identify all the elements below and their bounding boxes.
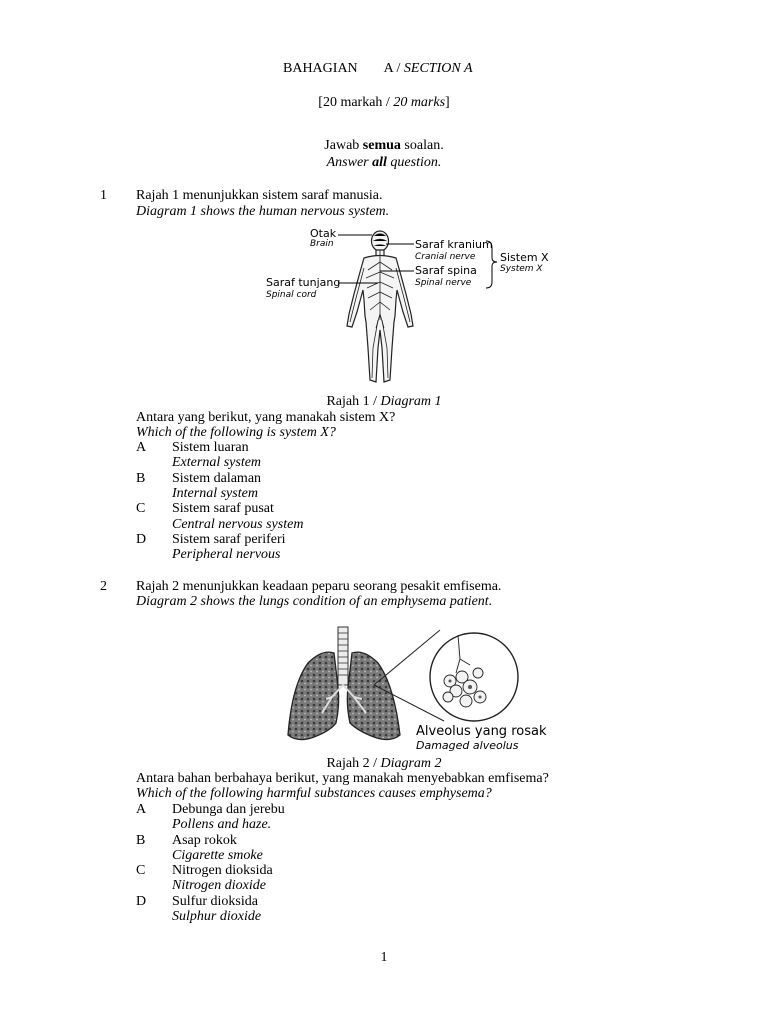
label-sistem-x: Sistem X	[500, 251, 549, 264]
diagram1-leaders	[0, 0, 768, 400]
label-saraf-tunjang: Saraf tunjang	[266, 276, 341, 289]
caption-diagram-1	[0, 394, 768, 410]
q2-option-d-en: Sulphur dioxide	[172, 909, 262, 924]
q2-stem-ms: Rajah 2 menunjukkan keadaan peparu seorang pesakit emfisema.	[136, 579, 502, 594]
marks-en: 20 marks	[393, 95, 446, 110]
q2-option-c-en: Nitrogen dioxide	[172, 878, 266, 893]
question-number-2: 2	[100, 579, 107, 594]
page-number: 1	[380, 950, 388, 965]
q2-option-a-en: Pollens and haze.	[172, 817, 272, 832]
caption-diagram-2	[0, 756, 768, 772]
q1-option-a-en: External system	[172, 455, 262, 470]
q2-option-d-letter: D	[136, 894, 147, 909]
label-system-x: System X	[500, 264, 543, 274]
label-cranial-nerve: Cranial nerve	[415, 252, 476, 262]
q1-stem-en: Diagram 1 shows the human nervous system.	[136, 204, 390, 219]
question-number-1: 1	[100, 188, 107, 203]
q2-option-a-ms: Debunga dan jerebu	[172, 802, 285, 817]
q2-option-b-en: Cigarette smoke	[172, 848, 263, 863]
q2-question-en: Which of the following harmful substances causes emphysema?	[136, 786, 492, 801]
q1-option-a-letter: A	[136, 440, 147, 455]
instruction-ms-pre: Jawab	[324, 138, 363, 153]
label-otak: Otak	[310, 227, 337, 240]
caption-1-en: Diagram 1	[380, 394, 442, 409]
q1-question-ms: Antara yang berikut, yang manakah sistem X?	[136, 410, 396, 425]
q1-question-en: Which of the following is system X?	[136, 425, 336, 440]
q1-option-d-letter: D	[136, 532, 147, 547]
instruction-ms-post: soalan.	[400, 138, 444, 153]
q1-option-b-letter: B	[136, 471, 146, 486]
q2-option-c-letter: C	[136, 863, 146, 878]
label-spinal-cord: Spinal cord	[266, 290, 317, 300]
label-saraf-spina: Saraf spina	[415, 264, 477, 277]
q2-option-d-ms: Sulfur dioksida	[172, 894, 258, 909]
q1-stem-ms: Rajah 1 menunjukkan sistem saraf manusia.	[136, 188, 383, 203]
q1-option-b-ms: Sistem dalaman	[172, 471, 262, 486]
label-alveolus-en: Damaged alveolus	[416, 739, 519, 752]
caption-1-ms: Rajah 1 /	[326, 394, 381, 409]
section-title-a: A /	[383, 61, 404, 76]
instruction-en-pre: Answer	[326, 155, 373, 170]
q1-option-b-en: Internal system	[172, 486, 258, 501]
q1-option-d-en: Peripheral nervous	[172, 547, 281, 562]
q1-option-c-ms: Sistem saraf pusat	[172, 501, 274, 516]
q2-option-a-letter: A	[136, 802, 147, 817]
label-brain: Brain	[310, 239, 334, 249]
instruction-en-post: question.	[386, 155, 442, 170]
caption-2-ms: Rajah 2 /	[326, 756, 381, 771]
label-spinal-nerve: Spinal nerve	[415, 278, 472, 288]
q2-option-b-letter: B	[136, 833, 146, 848]
section-title-en: SECTION A	[403, 61, 473, 76]
label-saraf-kranium: Saraf kranium	[415, 238, 493, 251]
section-title-bahagian: BAHAGIAN	[283, 61, 358, 76]
label-alveolus-ms: Alveolus yang rosak	[416, 724, 547, 739]
q2-option-c-ms: Nitrogen dioksida	[172, 863, 273, 878]
q1-option-c-en: Central nervous system	[172, 517, 304, 532]
q1-option-c-letter: C	[136, 501, 146, 516]
instruction-ms-bold: semua	[362, 138, 401, 153]
marks-ms: [20 markah /	[318, 95, 394, 110]
instruction-en-bold: all	[372, 155, 387, 170]
marks-close: ]	[445, 95, 450, 110]
q1-option-a-ms: Sistem luaran	[172, 440, 249, 455]
caption-2-en: Diagram 2	[380, 756, 442, 771]
q1-option-d-ms: Sistem saraf periferi	[172, 532, 286, 547]
q2-option-b-ms: Asap rokok	[172, 833, 237, 848]
q2-question-ms: Antara bahan berbahaya berikut, yang manakah menyebabkan emfisema?	[136, 771, 549, 786]
q2-stem-en: Diagram 2 shows the lungs condition of an emphysema patient.	[136, 594, 493, 609]
